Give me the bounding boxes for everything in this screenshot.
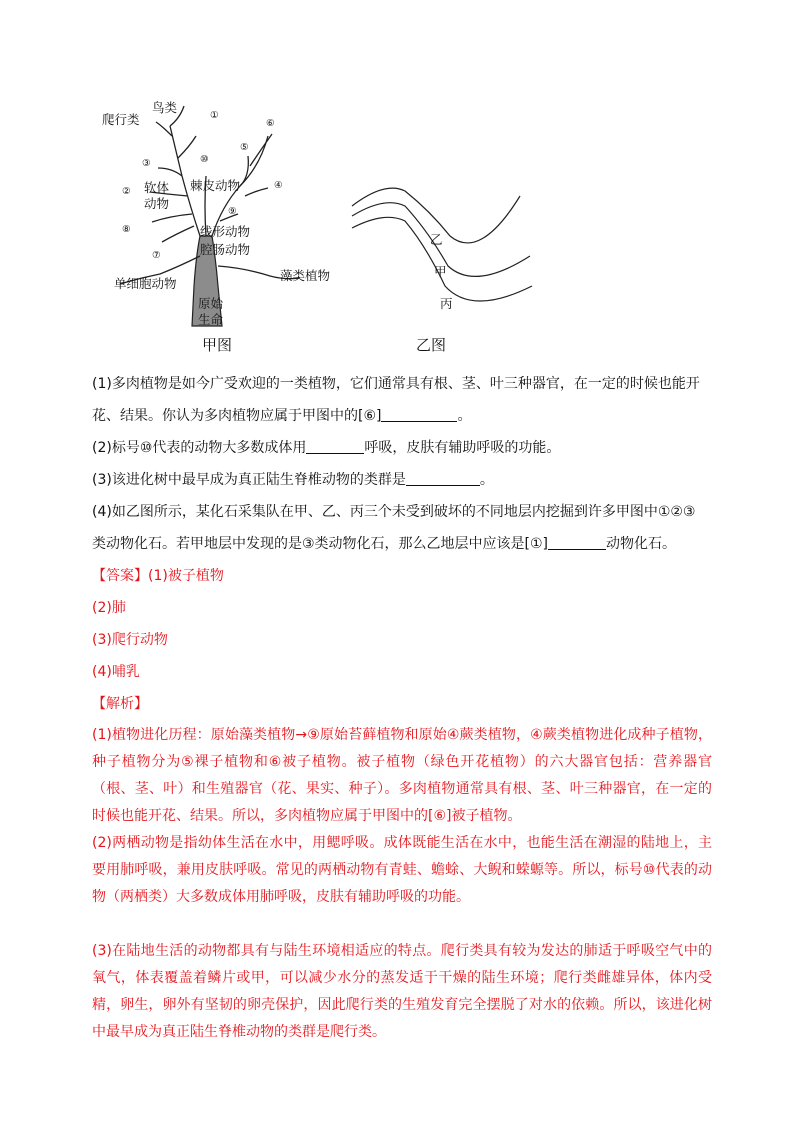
question-1-line-2 [92,406,471,426]
question-4-end: 动物化石。 [606,536,677,552]
number-8: ⑧ [122,224,131,235]
answer-2: (2)肺 [92,600,126,616]
stratum-jia: 甲 [434,264,447,279]
number-10: ⑩ [200,154,209,165]
answer-blank-3[interactable] [406,471,480,486]
question-1-text: 花、结果。你认为多肉植物应属于甲图中的[⑥] [92,408,382,424]
answer-tag: 【答案】 [92,568,148,584]
figure [100,96,560,358]
answer-blank-2[interactable] [306,439,364,454]
label-nematode: 线形动物 [200,224,251,239]
answer-blank-1[interactable] [381,407,457,422]
question-1-end: 。 [457,408,472,424]
stratum-bing: 丙 [440,296,453,311]
question-3-text: (3)该进化树中最早成为真正陆生脊椎动物的类群是 [92,472,406,488]
label-bird: 鸟类 [152,100,178,115]
question-2 [92,438,560,458]
figure-svg [100,96,560,358]
question-3 [92,470,494,490]
question-3-end: 。 [479,472,494,488]
stratum-yi: 乙 [430,232,443,247]
number-4: ④ [274,180,283,191]
label-mollusc-2: 动物 [144,196,170,211]
label-reptile: 爬行类 [102,112,140,127]
label-algae: 藻类植物 [280,268,331,283]
number-6: ⑥ [266,118,275,129]
label-origin-2: 生命 [198,312,224,327]
label-origin-1: 原始 [198,296,224,311]
number-7: ⑦ [152,250,161,261]
analysis-paragraph-2: (2)两栖动物是指幼体生活在水中，用鳃呼吸。成体既能生活在水中，也能生活在潮湿的陆地上，主要用肺呼吸，兼用皮肤呼吸。常见的两栖动物有青蛙、蟾蜍、大鲵和蝾螈等。所以，标号⑩代表的动物（两栖类）大多数成体用肺呼吸，皮肤有辅助呼吸的功能。 [92,835,712,905]
answer-blank-4[interactable] [548,535,606,550]
label-unicellular: 单细胞动物 [114,276,177,291]
caption-left: 甲图 [202,336,233,354]
answer-line-1 [92,566,224,586]
answer-1: (1)被子植物 [148,568,224,584]
number-5: ⑤ [240,142,249,153]
question-2-end: 呼吸，皮肤有辅助呼吸的功能。 [364,440,561,456]
number-3: ③ [142,158,151,169]
number-9: ⑨ [228,206,237,217]
analysis-tag: 【解析】 [92,696,148,712]
label-annelid: 棘皮动物 [190,178,241,193]
question-2-text: (2)标号⑩代表的动物大多数成体用 [92,440,307,456]
label-coelenterate: 腔肠动物 [200,242,251,257]
question-4-line-2 [92,534,676,554]
number-2: ② [122,186,131,197]
caption-right: 乙图 [416,336,447,354]
question-4-line-1: (4)如乙图所示，某化石采集队在甲、乙、丙三个未受到破坏的不同地层内挖掘到许多甲图中①②③ [92,504,696,520]
answer-3: (3)爬行动物 [92,632,168,648]
answer-4: (4)哺乳 [92,664,140,680]
question-1-line-1: (1)多肉植物是如今广受欢迎的一类植物，它们通常具有根、茎、叶三种器官，在一定的时候也能开 [92,376,700,392]
label-mollusc-1: 软体 [144,180,170,195]
analysis-paragraph-1: (1)植物进化历程：原始藻类植物→⑨原始苔藓植物和原始④蕨类植物，④蕨类植物进化成种子植物，种子植物分为⑤裸子植物和⑥被子植物。被子植物（绿色开花植物）的六大器官包括：营养器官（根、茎、叶）和生殖器官（花、果实、种子）。多肉植物通常具有根、茎、叶三种器官，在一定的时候也能开花、结果。所以，多肉植物应属于甲图中的[⑥]被子植物。 [92,727,712,824]
question-4-text: 类动物化石。若甲地层中发现的是③类动物化石，那么乙地层中应该是[①] [92,536,549,552]
analysis-paragraph-3: (3)在陆地生活的动物都具有与陆生环境相适应的特点。爬行类具有较为发达的肺适于呼吸空气中的氧气，体表覆盖着鳞片或甲，可以减少水分的蒸发适于干燥的陆生环境；爬行类雌雄异体，体内受精，卵生，卵外有坚韧的卵壳保护，因此爬行类的生殖发育完全摆脱了对水的依赖。所以，该进化树中最早成为真正陆生脊椎动物的类群是爬行类。 [92,943,712,1040]
number-1: ① [210,110,219,121]
